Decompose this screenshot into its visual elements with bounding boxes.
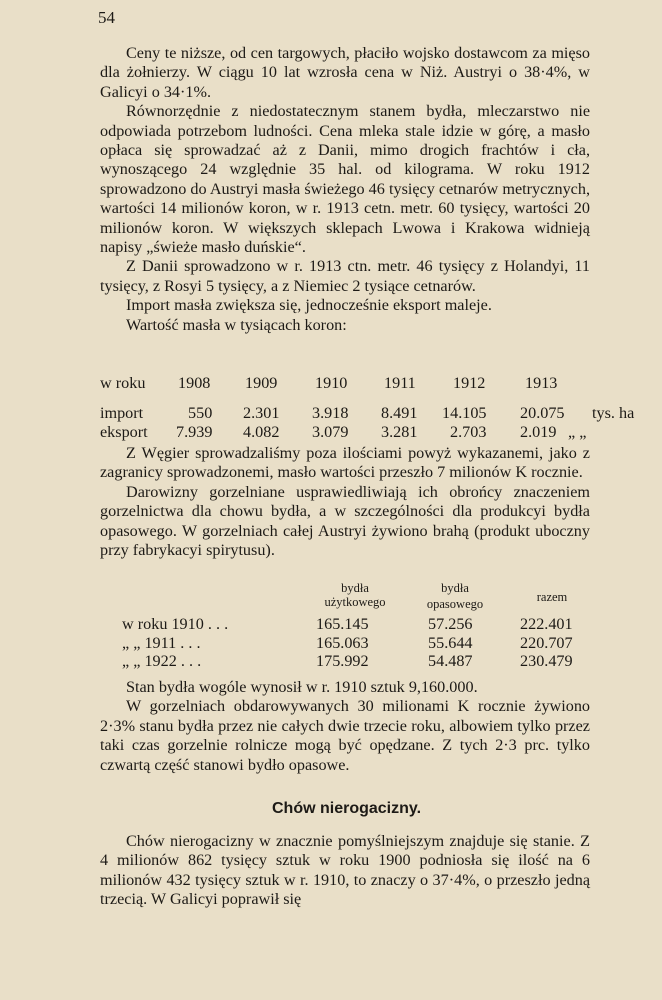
table-cell: tys. ha: [592, 404, 635, 422]
butter-value-table: [100, 374, 635, 442]
page-number: 54: [98, 8, 115, 27]
table-cell: 3.918: [312, 404, 349, 422]
table-cell: import: [100, 404, 144, 422]
table-cell: 14.105: [442, 404, 487, 422]
table-cell: 175.992: [316, 652, 369, 670]
table-cell: 2.019: [520, 423, 557, 441]
table-cell: „ „ 1922 . . .: [122, 652, 202, 670]
paragraph: Darowizny gorzelniane usprawiedliwiają ich obrońcy znaczeniem gorzelnictwa dla chowu bydła, a w szczególności dla produkcyi bydła opasowego. W gorzelniach całej Austryi żywiono brahą (produkt uboczny przy fabrykacyi spirytusu).: [100, 482, 590, 560]
table-cell: 1911: [384, 374, 416, 392]
paragraph: Ceny te niższe, od cen targowych, płaciło wojsko dostawcom za mięso dla żołnierzy. W ciągu 10 lat wzrosła cena w Niż. Austryi o 38·4%, w Galicyi o 34·1%.: [100, 44, 590, 101]
table-cell: 8.491: [381, 404, 418, 422]
table-cell: w roku 1910 . . .: [122, 615, 229, 633]
table-row: [100, 423, 620, 442]
table-row: [100, 615, 620, 634]
table-cell: 165.063: [316, 633, 369, 652]
table-header-cell: użytkowego: [324, 595, 386, 609]
table-cell: 3.079: [312, 423, 349, 441]
table-header-row: [100, 374, 620, 404]
paragraph: Z Danii sprowadzono w r. 1913 ctn. metr. 46 tysięcy z Holandyi, 11 tysięcy, z Rosyi 5 tysięcy, a z Niemiec 2 tysiące cetnarów.: [100, 257, 590, 295]
paragraph: W gorzelniach obdarowywanych 30 milionami K rocznie żywiono 2·3% stanu bydła przez nie całych dwie trzecie roku, albowiem tylko przez taki czas gorzelnie rolnicze mogą być opędzane. Z tych 2·3 prc. tylko czwartą część stanowi bydło opasowe.: [100, 697, 590, 774]
table-cell: 1908: [178, 374, 211, 392]
table-cell: 1909: [245, 374, 278, 392]
table-header-cell: bydła: [441, 581, 469, 595]
table-cell: „ „ 1911 . . .: [122, 633, 201, 652]
paragraph: Chów nierogacizny w znacznie pomyślniejszym znajduje się stanie. Z 4 milionów 862 tysięcy sztuk w roku 1900 podniosła się ilość na 6 milionów 432 tysięcy sztuk w r. 1910, to znaczy o 37·4%, o przeszło jedną trzecią. W Galicyi poprawił się: [100, 832, 590, 909]
table-cell: 54.487: [428, 652, 473, 670]
table-cell: 57.256: [428, 615, 473, 633]
text-block-2: [100, 444, 590, 560]
table-row: [100, 404, 635, 423]
paragraph: Wartość masła w tysiącach koron:: [126, 315, 347, 334]
table-row: [100, 652, 620, 671]
table-cell: 220.707: [520, 633, 573, 652]
paragraph: Import masła zwiększa się, jednocześnie eksport maleje.: [126, 296, 492, 315]
paragraph: Z Węgier sprowadzaliśmy poza ilościami powyż wykazanemi, jako z zagranicy sprowadzonemi, masło wartości przeszło 7 milionów K rocznie.: [100, 444, 590, 482]
table-cell: w roku: [100, 374, 146, 392]
cattle-table: [100, 581, 620, 671]
text-block-3: [100, 678, 590, 775]
table-cell: 2.703: [450, 423, 487, 441]
text-block-1: [100, 44, 590, 335]
table-cell: eksport: [100, 423, 148, 441]
table-cell: 1913: [525, 374, 558, 392]
section-heading: Chów nierogacizny.: [272, 800, 422, 817]
table-cell: 165.145: [316, 615, 369, 633]
table-cell: 20.075: [520, 404, 565, 422]
text-block-4: [100, 832, 590, 910]
table-row: [100, 634, 620, 653]
table-header-cell: razem: [536, 590, 568, 604]
table-cell: 55.644: [428, 633, 473, 652]
table-cell: „ „: [568, 423, 587, 441]
table-cell: 7.939: [176, 423, 213, 441]
table-cell: 2.301: [243, 404, 280, 422]
table-cell: 1910: [315, 374, 348, 392]
paragraph: Równorzędnie z niedostatecznym stanem bydła, mleczarstwo nie odpowiada potrzebom ludności. Cena mleka stale idzie w górę, a masło opłaca się sprowadzać aż z Danii, mimo drogich frachtów i cła, wynoszącego 24 względnie 35 hal. od kilograma. W roku 1912 sprowadzono do Austryi masła świeżego 46 tysięcy cetnarów metrycznych, wartości 14 milionów koron, w r. 1913 cetn. metr. 60 tysięcy, wartości 20 milionów koron. W większych sklepach Lwowa i Krakowa widnieją napisy „świeże masło duńskie“.: [100, 102, 590, 257]
table-cell: 4.082: [243, 423, 280, 441]
table-cell: 1912: [453, 374, 486, 392]
table-cell: 222.401: [520, 615, 573, 633]
table-header: [100, 581, 620, 615]
table-header-cell: bydła: [341, 581, 369, 595]
table-cell: 230.479: [520, 652, 573, 670]
paragraph: Stan bydła wogóle wynosił w r. 1910 sztuk 9,160.000.: [126, 678, 478, 696]
table-cell: 550: [188, 404, 213, 422]
table-cell: 3.281: [381, 423, 418, 441]
table-header-cell: opasowego: [426, 597, 484, 611]
